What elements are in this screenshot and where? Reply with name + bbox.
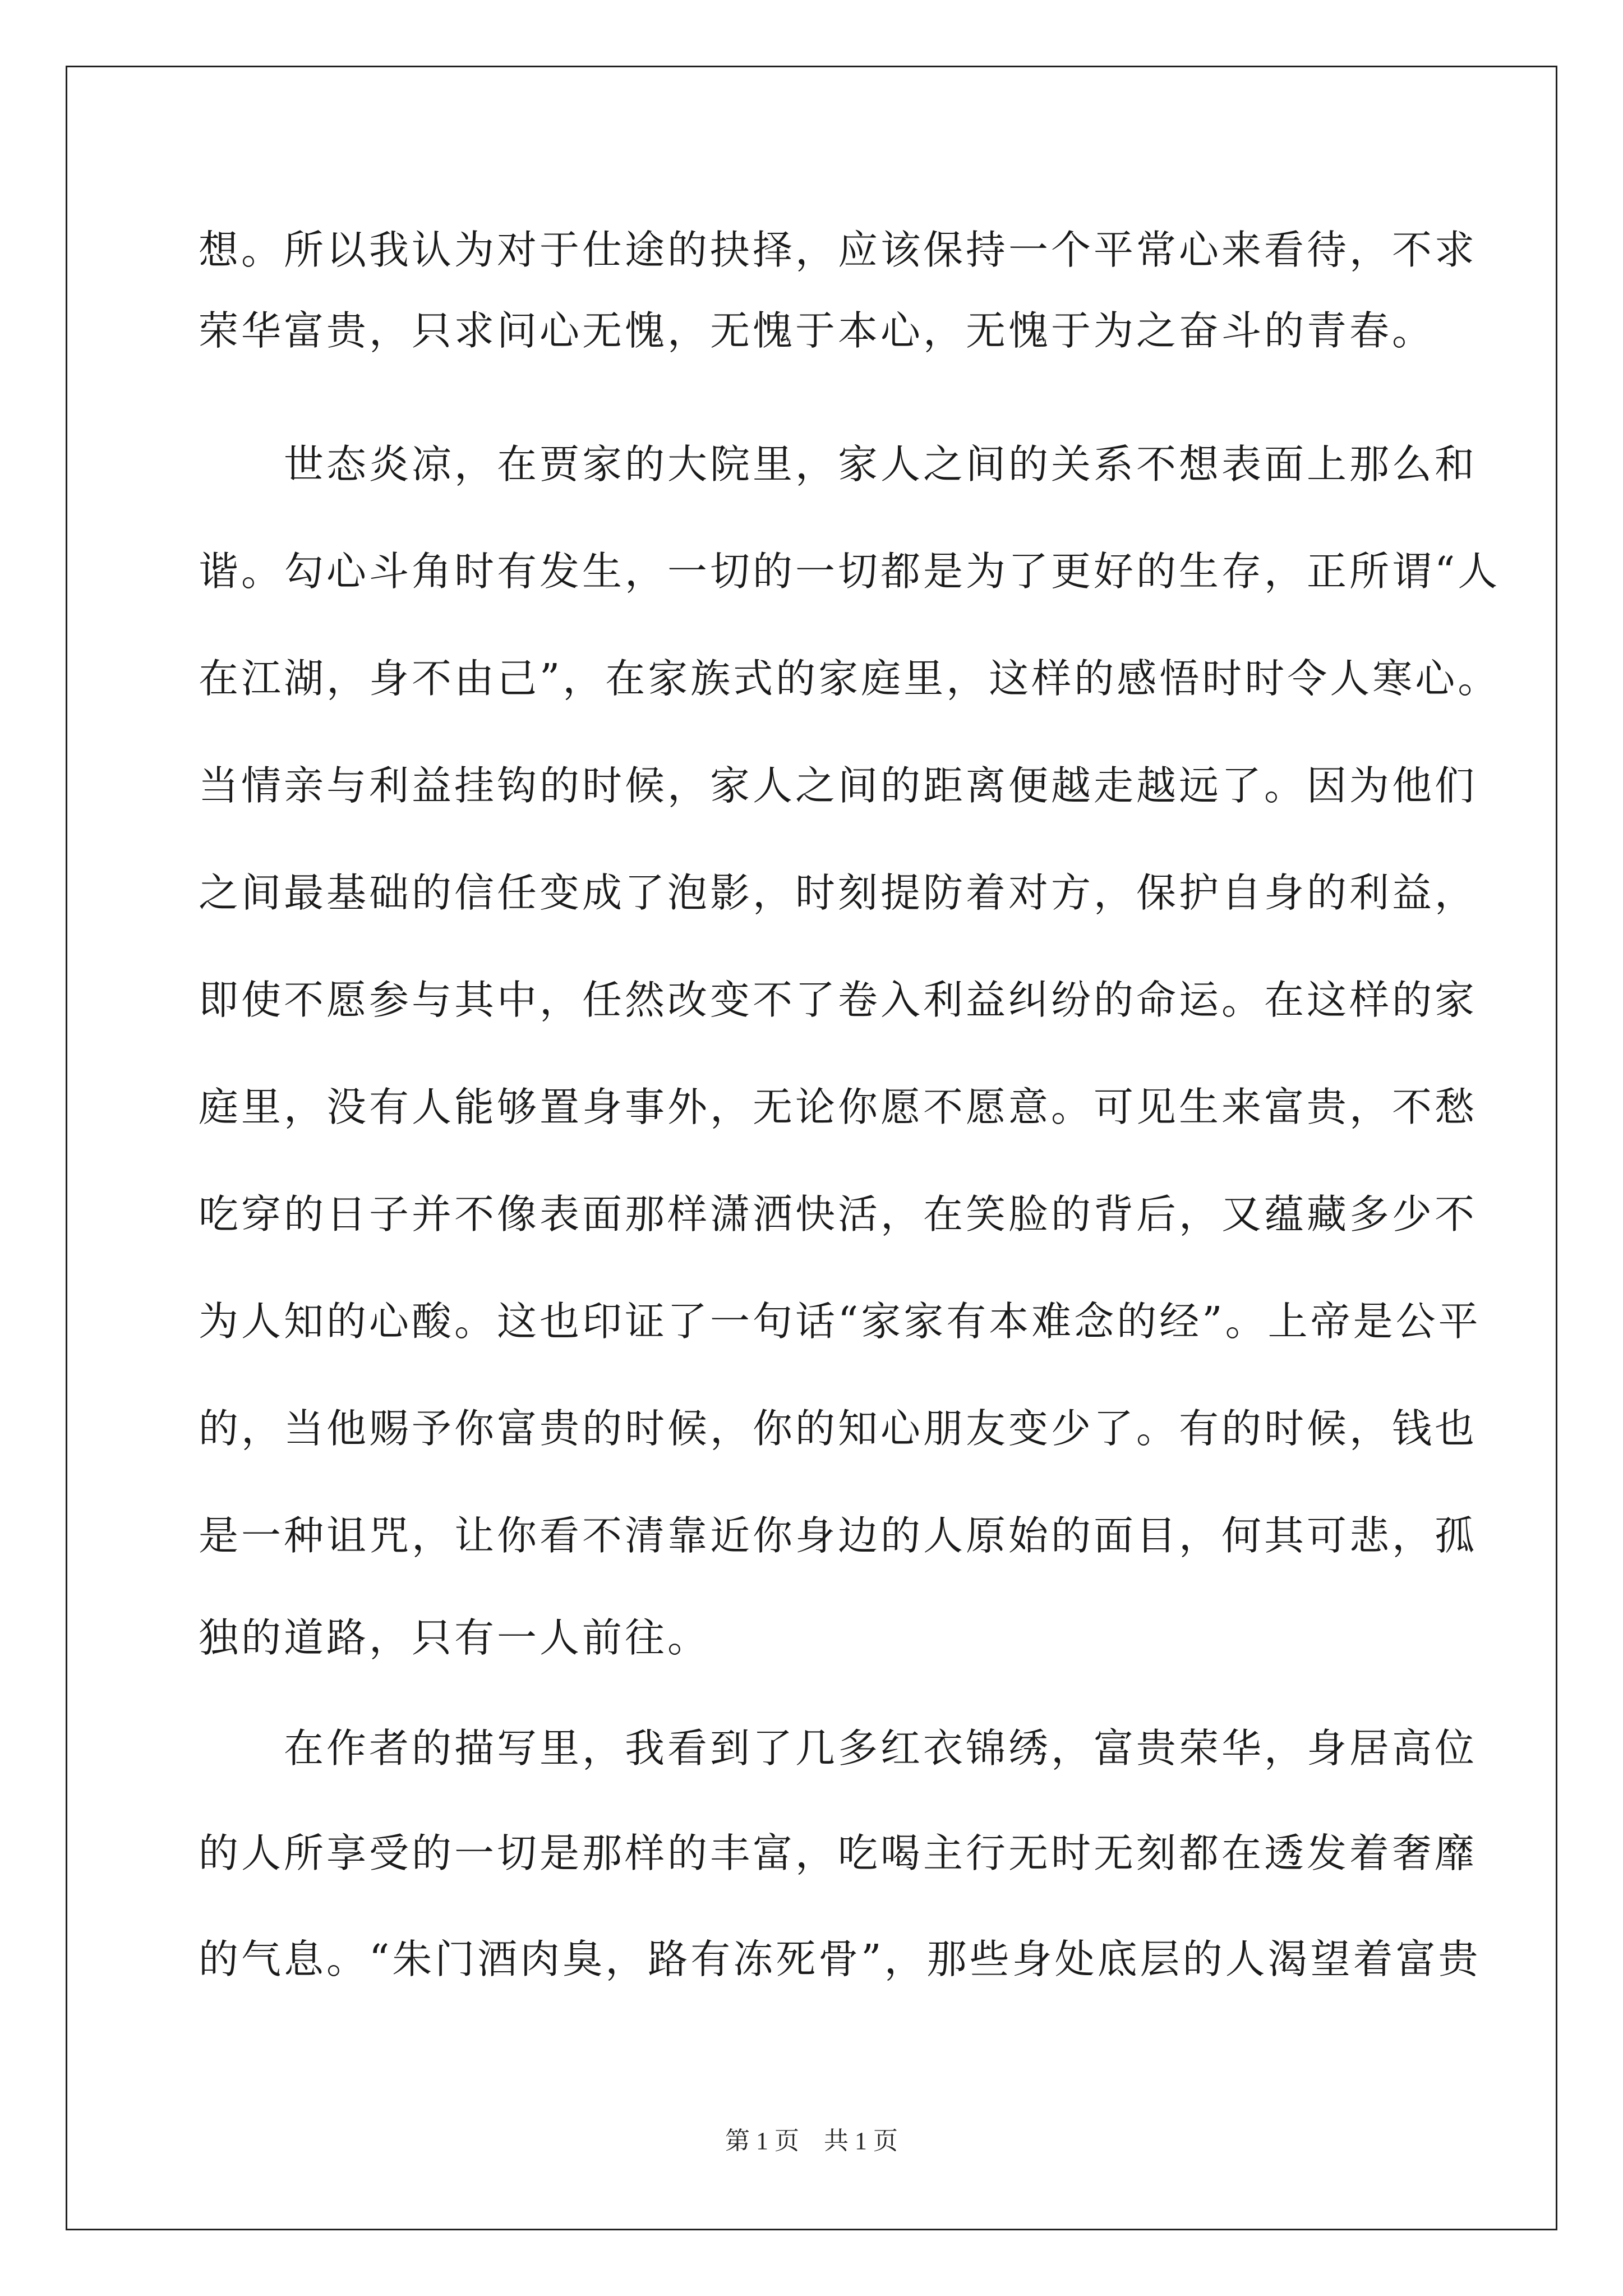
text-line: 独的道路，只有一人前往。 [199, 1614, 711, 1661]
text-line: 是一种诅咒，让你看不清靠近你身边的人原始的面目，何其可悲，孤 [199, 1512, 1478, 1559]
text-line: 的，当他赐予你富贵的时候，你的知心朋友变少了。有的时候，钱也 [199, 1405, 1478, 1452]
text-line: 的气息。“朱门酒肉臭，路有冻死骨”，那些身处底层的人渴望着富贵 [199, 1936, 1481, 1982]
text-line: 即使不愿参与其中，任然改变不了卷入利益纠纷的命运。在这样的家 [199, 977, 1478, 1023]
text-line: 想。所以我认为对于仕途的抉择，应该保持一个平常心来看待，不求 [199, 227, 1478, 273]
text-line: 在作者的描写里，我看到了几多红衣锦绣，富贵荣华，身居高位 [199, 1725, 1478, 1772]
text-line: 世态炎凉，在贾家的大院里，家人之间的关系不想表面上那么和 [199, 441, 1478, 487]
text-line: 吃穿的日子并不像表面那样潇洒快活，在笑脸的背后，又蕴藏多少不 [199, 1191, 1478, 1237]
page-number: 第 1 页 共 1 页 [725, 2127, 898, 2155]
text-line: 的人所享受的一切是那样的丰富，吃喝主行无时无刻都在透发着奢靡 [199, 1830, 1478, 1876]
text-line: 之间最基础的信任变成了泡影，时刻提防着对方，保护自身的利益， [199, 869, 1478, 916]
text-line: 当情亲与利益挂钩的时候，家人之间的距离便越走越远了。因为他们 [199, 762, 1478, 809]
text-line: 谐。勾心斗角时有发生，一切的一切都是为了更好的生存，正所谓“人 [199, 548, 1501, 595]
text-line: 庭里，没有人能够置身事外，无论你愿不愿意。可见生来富贵，不愁 [199, 1084, 1478, 1130]
text-line: 在江湖，身不由己”，在家族式的家庭里，这样的感悟时时令人寒心。 [199, 655, 1501, 702]
page-border [66, 66, 1557, 2230]
text-line: 荣华富贵，只求问心无愧，无愧于本心，无愧于为之奋斗的青春。 [199, 307, 1435, 354]
text-line: 为人知的心酸。这也印证了一句话“家家有本难念的经”。上帝是公平 [199, 1298, 1481, 1345]
